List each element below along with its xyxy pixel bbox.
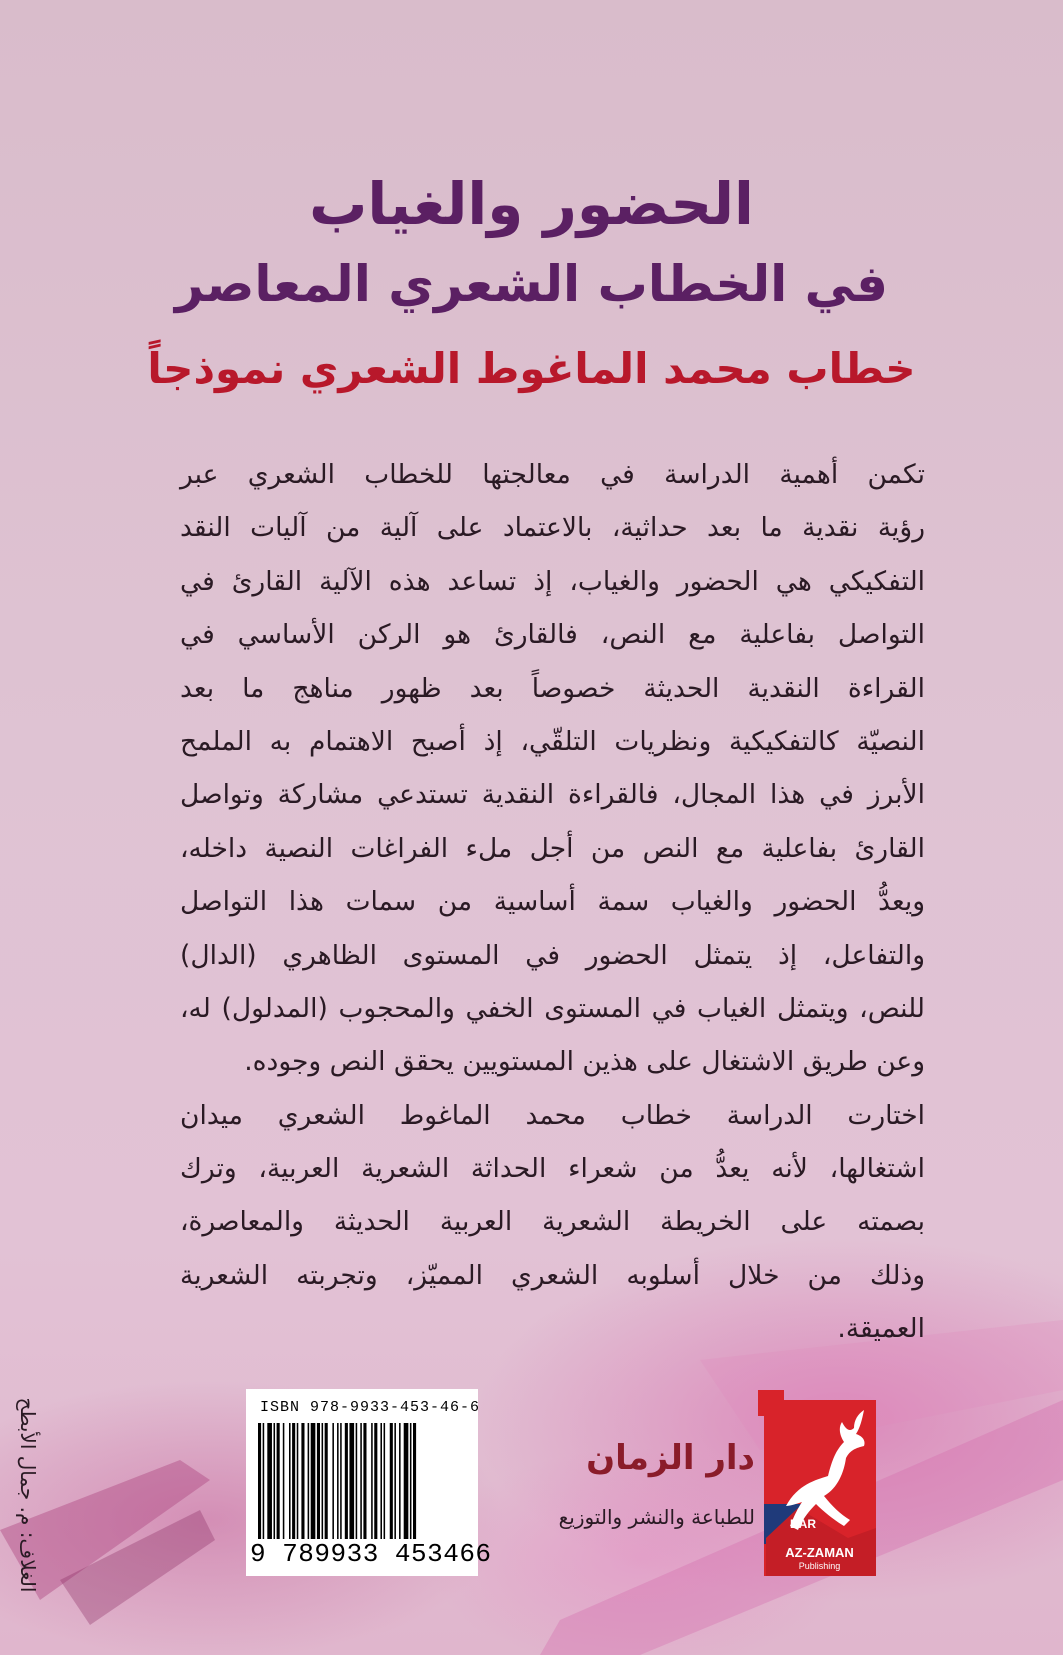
- blurb-line: بصمته على الخريطة الشعرية العربية الحديثة والمعاصرة،: [180, 1206, 925, 1238]
- blurb-line: القراءة النقدية الحديثة خصوصاً بعد ظهور مناهج ما بعد: [180, 672, 925, 704]
- book-subtitle: خطاب محمد الماغوط الشعري نموذجاً: [147, 344, 916, 393]
- blurb-line: العميقة.: [837, 1313, 925, 1345]
- blurb-line: النصيّة كالتفكيكية ونظريات التلقّي، إذ أصبح الاهتمام به الملمح: [180, 725, 925, 757]
- barcode-bars: [258, 1423, 466, 1539]
- blurb-line: اختارت الدراسة خطاب محمد الماغوط الشعري ميدان: [180, 1099, 925, 1131]
- blurb-line: للنص، ويتمثل الغياب في المستوى الخفي والمحجوب (المدلول) له،: [180, 992, 925, 1024]
- blurb-line: القارئ بفاعلية مع النص من أجل ملء الفراغات النصية داخله،: [180, 832, 925, 864]
- blurb-line: وذلك من خلال أسلوبه الشعري المميّز، وتجربته الشعرية: [180, 1259, 925, 1291]
- blurb-line: ويعدُّ الحضور والغياب سمة أساسية من سمات هذا التواصل: [180, 886, 925, 918]
- logo-text-name: AZ-ZAMAN: [785, 1545, 854, 1560]
- blurb-text: [180, 448, 925, 1356]
- barcode-digits: 9 789933 453466: [250, 1539, 492, 1569]
- logo-text-dar: DAR: [790, 1517, 816, 1531]
- book-title-line-2: في الخطاب الشعري المعاصر: [174, 255, 888, 313]
- blurb-line: والتفاعل، إذ يتمثل الحضور في المستوى الظاهري (الدال): [180, 939, 925, 971]
- blurb-line: رؤية نقدية ما بعد حداثية، بالاعتماد على آلية من آليات النقد: [180, 512, 925, 544]
- book-title-line-1: الحضور والغياب: [309, 170, 754, 238]
- blurb-line: التفكيكي هي الحضور والغياب، إذ تساعد هذه الآلية القارئ في: [180, 565, 925, 597]
- cover-designer-credit: الغلاف: م. جمال الأبطح: [16, 1397, 40, 1593]
- blurb-line: وعن طريق الاشتغال على هذين المستويين يحقق النص وجوده.: [244, 1046, 925, 1078]
- blurb-line: التواصل بفاعلية مع النص، فالقارئ هو الركن الأساسي في: [180, 619, 925, 651]
- barcode-block: [246, 1389, 492, 1576]
- blurb-line: تكمن أهمية الدراسة في معالجتها للخطاب الشعري عبر: [180, 459, 925, 490]
- isbn-label: ISBN 978-9933-453-46-6: [260, 1399, 481, 1416]
- blurb-line: اشتغالها، لأنه يعدُّ من شعراء الحداثة الشعرية العربية، وترك: [180, 1153, 925, 1185]
- blurb-line: الأبرز في هذا المجال، فالقراءة النقدية تستدعي مشاركة وتواصل: [180, 779, 925, 811]
- publisher-name: دار الزمان: [586, 1438, 755, 1478]
- logo-text-sub: Publishing: [798, 1561, 841, 1571]
- publisher-tagline: للطباعة والنشر والتوزيع: [558, 1505, 755, 1529]
